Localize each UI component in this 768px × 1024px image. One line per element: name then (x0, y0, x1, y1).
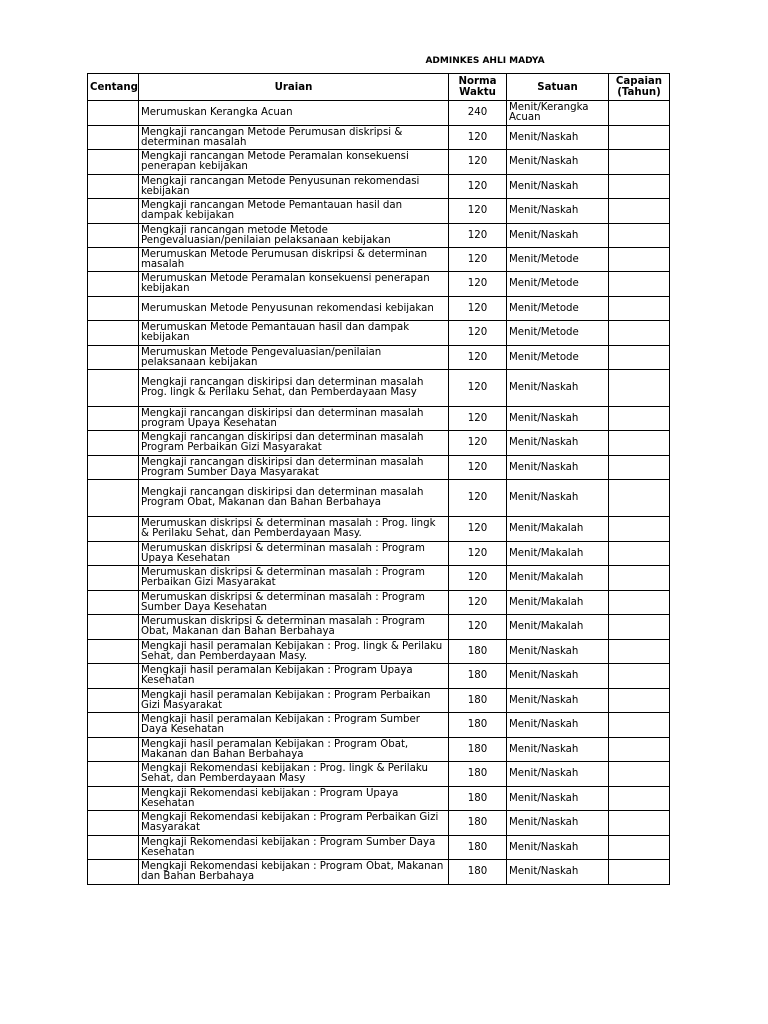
norma-waktu-cell: 120 (449, 346, 507, 370)
satuan-cell: Menit/Naskah (507, 762, 609, 787)
capaian-cell[interactable] (609, 248, 670, 272)
capaian-cell[interactable] (609, 787, 670, 811)
norma-waktu-cell: 120 (449, 199, 507, 224)
table-row (88, 836, 670, 860)
table-row (88, 175, 670, 199)
norma-waktu-cell: 180 (449, 713, 507, 738)
centang-cell[interactable] (88, 480, 139, 517)
capaian-cell[interactable] (609, 346, 670, 370)
norma-waktu-cell: 120 (449, 517, 507, 542)
satuan-cell: Menit/Naskah (507, 664, 609, 689)
satuan-cell: Menit/Metode (507, 248, 609, 272)
norma-waktu-cell: 240 (449, 101, 507, 126)
table-row (88, 664, 670, 689)
satuan-cell: Menit/Makalah (507, 615, 609, 640)
table-row (88, 199, 670, 224)
table-row (88, 407, 670, 431)
capaian-cell[interactable] (609, 370, 670, 407)
capaian-cell[interactable] (609, 126, 670, 150)
capaian-cell[interactable] (609, 615, 670, 640)
uraian-cell: Mengkaji rancangan diskiripsi dan determinan masalah program Upaya Kesehatan (139, 407, 449, 431)
norma-waktu-cell: 120 (449, 248, 507, 272)
centang-cell[interactable] (88, 150, 139, 175)
norma-waktu-cell: 180 (449, 836, 507, 860)
table-header-row (88, 74, 670, 101)
satuan-cell: Menit/Makalah (507, 591, 609, 615)
capaian-cell[interactable] (609, 713, 670, 738)
table-row (88, 787, 670, 811)
capaian-cell[interactable] (609, 542, 670, 566)
uraian-cell: Mengkaji rancangan diskiripsi dan determinan masalah Program Perbaikan Gizi Masyarakat (139, 431, 449, 456)
norma-waktu-cell: 120 (449, 272, 507, 297)
uraian-cell: Mengkaji hasil peramalan Kebijakan : Program Upaya Kesehatan (139, 664, 449, 689)
capaian-cell[interactable] (609, 407, 670, 431)
norma-waktu-cell: 120 (449, 150, 507, 175)
table-row (88, 346, 670, 370)
satuan-cell: Menit/Naskah (507, 370, 609, 407)
uraian-cell: Mengkaji hasil peramalan Kebijakan : Program Perbaikan Gizi Masyarakat (139, 689, 449, 713)
norma-waktu-cell: 180 (449, 787, 507, 811)
capaian-cell[interactable] (609, 738, 670, 762)
table-row (88, 591, 670, 615)
header-norma-waktu: Norma Waktu (449, 74, 507, 101)
capaian-cell[interactable] (609, 101, 670, 126)
uraian-cell: Mengkaji hasil peramalan Kebijakan : Prog. lingk & Perilaku Sehat, dan Pemberdayaan Masy. (139, 640, 449, 664)
table-row (88, 762, 670, 787)
header-satuan: Satuan (507, 74, 609, 101)
satuan-cell: Menit/Makalah (507, 566, 609, 591)
satuan-cell: Menit/Naskah (507, 836, 609, 860)
centang-cell[interactable] (88, 407, 139, 431)
table-row (88, 456, 670, 480)
uraian-cell: Mengkaji rancangan diskiripsi dan determinan masalah Prog. lingk & Perilaku Sehat, dan Pemberdayaan Masy (139, 370, 449, 407)
table-row (88, 566, 670, 591)
satuan-cell: Menit/Naskah (507, 431, 609, 456)
uraian-cell: Mengkaji Rekomendasi kebijakan : Program Sumber Daya Kesehatan (139, 836, 449, 860)
table-row (88, 738, 670, 762)
satuan-cell: Menit/Naskah (507, 689, 609, 713)
norma-waktu-cell: 120 (449, 542, 507, 566)
uraian-cell: Merumuskan diskripsi & determinan masalah : Program Obat, Makanan dan Bahan Berbahaya (139, 615, 449, 640)
table-row (88, 689, 670, 713)
uraian-cell: Merumuskan Metode Penyusunan rekomendasi kebijakan (139, 297, 449, 321)
norma-waktu-cell: 180 (449, 738, 507, 762)
satuan-cell: Menit/Naskah (507, 713, 609, 738)
centang-cell[interactable] (88, 248, 139, 272)
norma-waktu-cell: 120 (449, 297, 507, 321)
uraian-cell: Merumuskan diskripsi & determinan masalah : Program Upaya Kesehatan (139, 542, 449, 566)
satuan-cell: Menit/Kerangka Acuan (507, 101, 609, 126)
document-title: ADMINKES AHLI MADYA (425, 56, 545, 66)
capaian-cell[interactable] (609, 224, 670, 248)
centang-cell[interactable] (88, 370, 139, 407)
capaian-cell[interactable] (609, 836, 670, 860)
capaian-cell[interactable] (609, 297, 670, 321)
satuan-cell: Menit/Naskah (507, 407, 609, 431)
uraian-cell: Mengkaji rancangan Metode Penyusunan rekomendasi kebijakan (139, 175, 449, 199)
centang-cell[interactable] (88, 456, 139, 480)
centang-cell[interactable] (88, 836, 139, 860)
centang-cell[interactable] (88, 175, 139, 199)
satuan-cell: Menit/Metode (507, 346, 609, 370)
centang-cell[interactable] (88, 811, 139, 836)
table-row (88, 370, 670, 407)
table-row (88, 811, 670, 836)
table-row (88, 542, 670, 566)
centang-cell[interactable] (88, 713, 139, 738)
capaian-cell[interactable] (609, 566, 670, 591)
centang-cell[interactable] (88, 297, 139, 321)
capaian-cell[interactable] (609, 860, 670, 885)
centang-cell[interactable] (88, 762, 139, 787)
table-row (88, 615, 670, 640)
header-centang: Centang (88, 74, 139, 101)
centang-cell[interactable] (88, 346, 139, 370)
centang-cell[interactable] (88, 591, 139, 615)
norma-waktu-cell: 120 (449, 456, 507, 480)
uraian-cell: Mengkaji rancangan diskiripsi dan determinan masalah Program Sumber Daya Masyarakat (139, 456, 449, 480)
uraian-cell: Merumuskan Metode Peramalan konsekuensi penerapan kebijakan (139, 272, 449, 297)
table-row (88, 480, 670, 517)
uraian-cell: Mengkaji hasil peramalan Kebijakan : Program Sumber Daya Kesehatan (139, 713, 449, 738)
centang-cell[interactable] (88, 689, 139, 713)
norma-waktu-cell: 180 (449, 664, 507, 689)
satuan-cell: Menit/Metode (507, 297, 609, 321)
centang-cell[interactable] (88, 787, 139, 811)
norma-waktu-cell: 120 (449, 480, 507, 517)
table-row (88, 860, 670, 885)
centang-cell[interactable] (88, 542, 139, 566)
centang-cell[interactable] (88, 321, 139, 346)
norma-waktu-cell: 120 (449, 566, 507, 591)
uraian-cell: Mengkaji Rekomendasi kebijakan : Program Upaya Kesehatan (139, 787, 449, 811)
centang-cell[interactable] (88, 738, 139, 762)
norma-waktu-cell: 180 (449, 811, 507, 836)
satuan-cell: Menit/Naskah (507, 175, 609, 199)
centang-cell[interactable] (88, 517, 139, 542)
capaian-cell[interactable] (609, 640, 670, 664)
table-row (88, 224, 670, 248)
satuan-cell: Menit/Naskah (507, 787, 609, 811)
table-row (88, 321, 670, 346)
capaian-cell[interactable] (609, 811, 670, 836)
table-row (88, 126, 670, 150)
norma-waktu-cell: 180 (449, 689, 507, 713)
table-row (88, 713, 670, 738)
centang-cell[interactable] (88, 199, 139, 224)
norma-waktu-cell: 180 (449, 762, 507, 787)
norma-waktu-cell: 120 (449, 615, 507, 640)
uraian-cell: Mengkaji rancangan Metode Peramalan konsekuensi penerapan kebijakan (139, 150, 449, 175)
capaian-cell[interactable] (609, 689, 670, 713)
centang-cell[interactable] (88, 272, 139, 297)
table-row (88, 431, 670, 456)
capaian-cell[interactable] (609, 272, 670, 297)
uraian-cell: Mengkaji rancangan diskiripsi dan determinan masalah Program Obat, Makanan dan Bahan Berbahaya (139, 480, 449, 517)
norma-waktu-cell: 120 (449, 175, 507, 199)
satuan-cell: Menit/Naskah (507, 224, 609, 248)
uraian-cell: Merumuskan Metode Pengevaluasian/penilaian pelaksanaan kebijakan (139, 346, 449, 370)
capaian-cell[interactable] (609, 664, 670, 689)
uraian-cell: Mengkaji Rekomendasi kebijakan : Prog. lingk & Perilaku Sehat, dan Pemberdayaan Masy (139, 762, 449, 787)
satuan-cell: Menit/Naskah (507, 811, 609, 836)
norma-waktu-cell: 180 (449, 640, 507, 664)
uraian-cell: Mengkaji rancangan Metode Perumusan diskripsi & determinan masalah (139, 126, 449, 150)
satuan-cell: Menit/Naskah (507, 150, 609, 175)
uraian-cell: Mengkaji Rekomendasi kebijakan : Program Perbaikan Gizi Masyarakat (139, 811, 449, 836)
uraian-cell: Mengkaji Rekomendasi kebijakan : Program Obat, Makanan dan Bahan Berbahaya (139, 860, 449, 885)
capaian-cell[interactable] (609, 456, 670, 480)
centang-cell[interactable] (88, 126, 139, 150)
capaian-cell[interactable] (609, 762, 670, 787)
norma-waktu-cell: 120 (449, 407, 507, 431)
capaian-cell[interactable] (609, 431, 670, 456)
table-row (88, 150, 670, 175)
table-row (88, 517, 670, 542)
centang-cell[interactable] (88, 101, 139, 126)
table-row (88, 248, 670, 272)
satuan-cell: Menit/Naskah (507, 126, 609, 150)
norma-waktu-cell: 120 (449, 591, 507, 615)
norma-waktu-cell: 120 (449, 224, 507, 248)
header-uraian: Uraian (139, 74, 449, 101)
norma-waktu-cell: 180 (449, 860, 507, 885)
norma-waktu-cell: 120 (449, 431, 507, 456)
centang-cell[interactable] (88, 640, 139, 664)
capaian-cell[interactable] (609, 175, 670, 199)
centang-cell[interactable] (88, 615, 139, 640)
header-capaian: Capaian (Tahun) (609, 74, 670, 101)
norma-waktu-cell: 120 (449, 370, 507, 407)
norma-waktu-cell: 120 (449, 321, 507, 346)
satuan-cell: Menit/Naskah (507, 456, 609, 480)
uraian-cell: Merumuskan diskripsi & determinan masalah : Program Perbaikan Gizi Masyarakat (139, 566, 449, 591)
capaian-cell[interactable] (609, 517, 670, 542)
capaian-cell[interactable] (609, 591, 670, 615)
table-row (88, 101, 670, 126)
table-row (88, 640, 670, 664)
satuan-cell: Menit/Naskah (507, 860, 609, 885)
centang-cell[interactable] (88, 566, 139, 591)
uraian-cell: Mengkaji hasil peramalan Kebijakan : Program Obat, Makanan dan Bahan Berbahaya (139, 738, 449, 762)
table-row (88, 297, 670, 321)
satuan-cell: Menit/Naskah (507, 480, 609, 517)
capaian-cell[interactable] (609, 199, 670, 224)
uraian-cell: Mengkaji rancangan metode Metode Pengevaluasian/penilaian pelaksanaan kebijakan (139, 224, 449, 248)
uraian-cell: Merumuskan diskripsi & determinan masalah : Prog. lingk & Perilaku Sehat, dan Pemberdayaan Masy. (139, 517, 449, 542)
uraian-cell: Merumuskan diskripsi & determinan masalah : Program Sumber Daya Kesehatan (139, 591, 449, 615)
satuan-cell: Menit/Makalah (507, 517, 609, 542)
centang-cell[interactable] (88, 224, 139, 248)
satuan-cell: Menit/Metode (507, 272, 609, 297)
activity-table (87, 73, 670, 885)
centang-cell[interactable] (88, 664, 139, 689)
centang-cell[interactable] (88, 431, 139, 456)
satuan-cell: Menit/Metode (507, 321, 609, 346)
table-row (88, 272, 670, 297)
satuan-cell: Menit/Naskah (507, 738, 609, 762)
capaian-cell[interactable] (609, 150, 670, 175)
uraian-cell: Merumuskan Kerangka Acuan (139, 101, 449, 126)
uraian-cell: Merumuskan Metode Pemantauan hasil dan dampak kebijakan (139, 321, 449, 346)
satuan-cell: Menit/Makalah (507, 542, 609, 566)
uraian-cell: Merumuskan Metode Perumusan diskripsi & determinan masalah (139, 248, 449, 272)
norma-waktu-cell: 120 (449, 126, 507, 150)
uraian-cell: Mengkaji rancangan Metode Pemantauan hasil dan dampak kebijakan (139, 199, 449, 224)
satuan-cell: Menit/Naskah (507, 640, 609, 664)
satuan-cell: Menit/Naskah (507, 199, 609, 224)
capaian-cell[interactable] (609, 321, 670, 346)
centang-cell[interactable] (88, 860, 139, 885)
capaian-cell[interactable] (609, 480, 670, 517)
